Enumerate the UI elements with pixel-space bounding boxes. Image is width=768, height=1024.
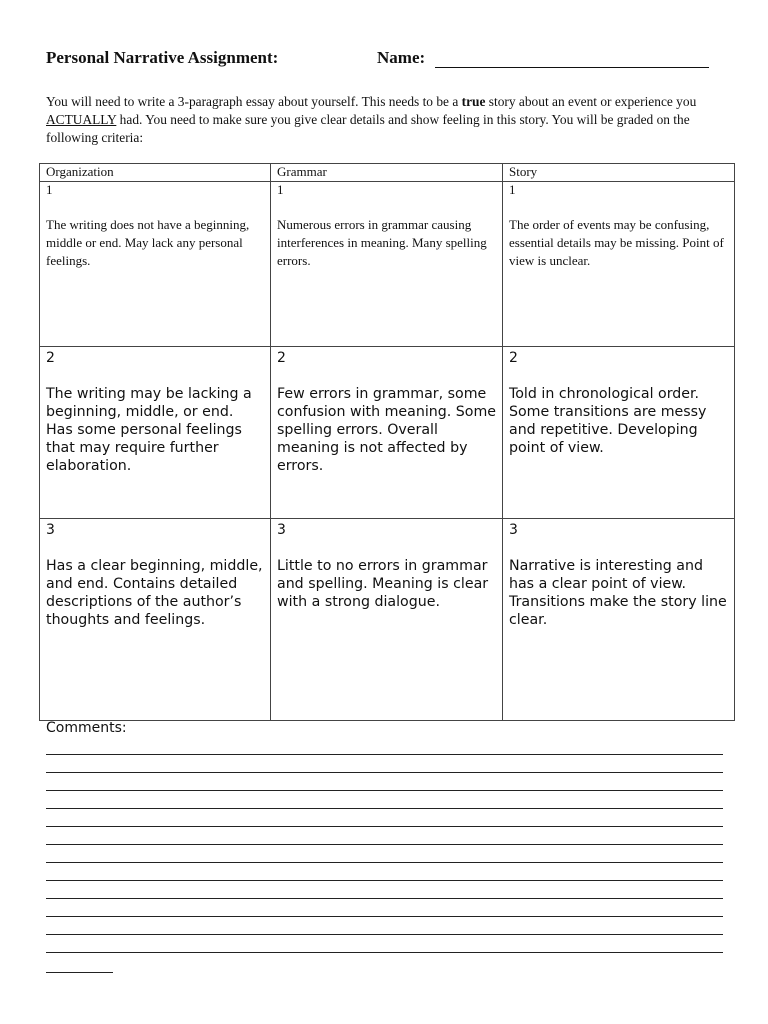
comment-line[interactable] — [46, 754, 723, 755]
intro-underlined-actually: ACTUALLY — [46, 112, 117, 127]
level-number: 3 — [46, 522, 55, 538]
comment-line[interactable] — [46, 790, 723, 791]
rubric-cell — [40, 519, 271, 721]
assignment-title: Personal Narrative Assignment: — [46, 48, 279, 67]
intro-text-3: had. You need to make sure you give clear details and show feeling in this story. You will be graded on the following criteria: — [46, 112, 690, 145]
rubric-cell — [271, 519, 503, 721]
intro-bold-true: true — [461, 94, 486, 109]
rubric-row-level-2 — [40, 347, 735, 519]
column-header-organization: Organization — [40, 164, 271, 182]
comment-line-short[interactable] — [46, 972, 113, 973]
rubric-cell — [271, 182, 503, 347]
rubric-cell — [40, 182, 271, 347]
name-blank-line[interactable] — [435, 67, 709, 68]
comment-line[interactable] — [46, 916, 723, 917]
comment-line[interactable] — [46, 844, 723, 845]
criteria-text: The writing may be lacking a beginning, middle, or end. Has some personal feelings that may require further elaboration. — [46, 386, 252, 474]
criteria-text: Has a clear beginning, middle, and end. Contains detailed descriptions of the author’s thoughts and feelings. — [46, 558, 263, 628]
column-header-grammar: Grammar — [271, 164, 503, 182]
header — [46, 48, 726, 72]
rubric-table — [39, 163, 735, 721]
comment-line[interactable] — [46, 772, 723, 773]
level-number: 3 — [277, 522, 286, 538]
level-number: 2 — [277, 350, 286, 366]
level-number: 2 — [46, 350, 55, 366]
intro-text-2: story about an event or experience you — [485, 94, 697, 109]
rubric-cell — [503, 347, 735, 519]
criteria-text: Told in chronological order. Some transitions are messy and repetitive. Developing point of view. — [509, 386, 707, 456]
criteria-text: The writing does not have a beginning, middle or end. May lack any personal feelings. — [46, 217, 250, 268]
criteria-text: Narrative is interesting and has a clear point of view. Transitions make the story line clear. — [509, 558, 727, 628]
criteria-text: Numerous errors in grammar causing interferences in meaning. Many spelling errors. — [277, 217, 487, 268]
comment-line[interactable] — [46, 952, 723, 953]
instructions-paragraph — [46, 93, 726, 147]
rubric-row-level-1 — [40, 182, 735, 347]
rubric-cell — [40, 347, 271, 519]
intro-text-1: You will need to write a 3-paragraph essay about yourself. This needs to be a — [46, 94, 462, 109]
criteria-text: Few errors in grammar, some confusion with meaning. Some spelling errors. Overall meaning is not affected by errors. — [277, 386, 497, 474]
name-label: Name: — [377, 48, 426, 67]
comment-line[interactable] — [46, 934, 723, 935]
rubric-cell — [503, 519, 735, 721]
rubric-row-level-3 — [40, 519, 735, 721]
criteria-text: Little to no errors in grammar and spelling. Meaning is clear with a strong dialogue. — [277, 558, 489, 610]
level-number: 1 — [277, 182, 284, 197]
rubric-header-row — [40, 164, 735, 182]
level-number: 1 — [46, 182, 53, 197]
comment-line[interactable] — [46, 880, 723, 881]
comments-label: Comments: — [46, 720, 127, 736]
comment-line[interactable] — [46, 862, 723, 863]
comment-line[interactable] — [46, 808, 723, 809]
comment-line[interactable] — [46, 826, 723, 827]
level-number: 2 — [509, 350, 518, 366]
column-header-story: Story — [503, 164, 735, 182]
rubric-cell — [271, 347, 503, 519]
comment-line[interactable] — [46, 898, 723, 899]
rubric-cell — [503, 182, 735, 347]
criteria-text: The order of events may be confusing, essential details may be missing. Point of view is unclear. — [509, 217, 724, 268]
level-number: 1 — [509, 182, 516, 197]
level-number: 3 — [509, 522, 518, 538]
